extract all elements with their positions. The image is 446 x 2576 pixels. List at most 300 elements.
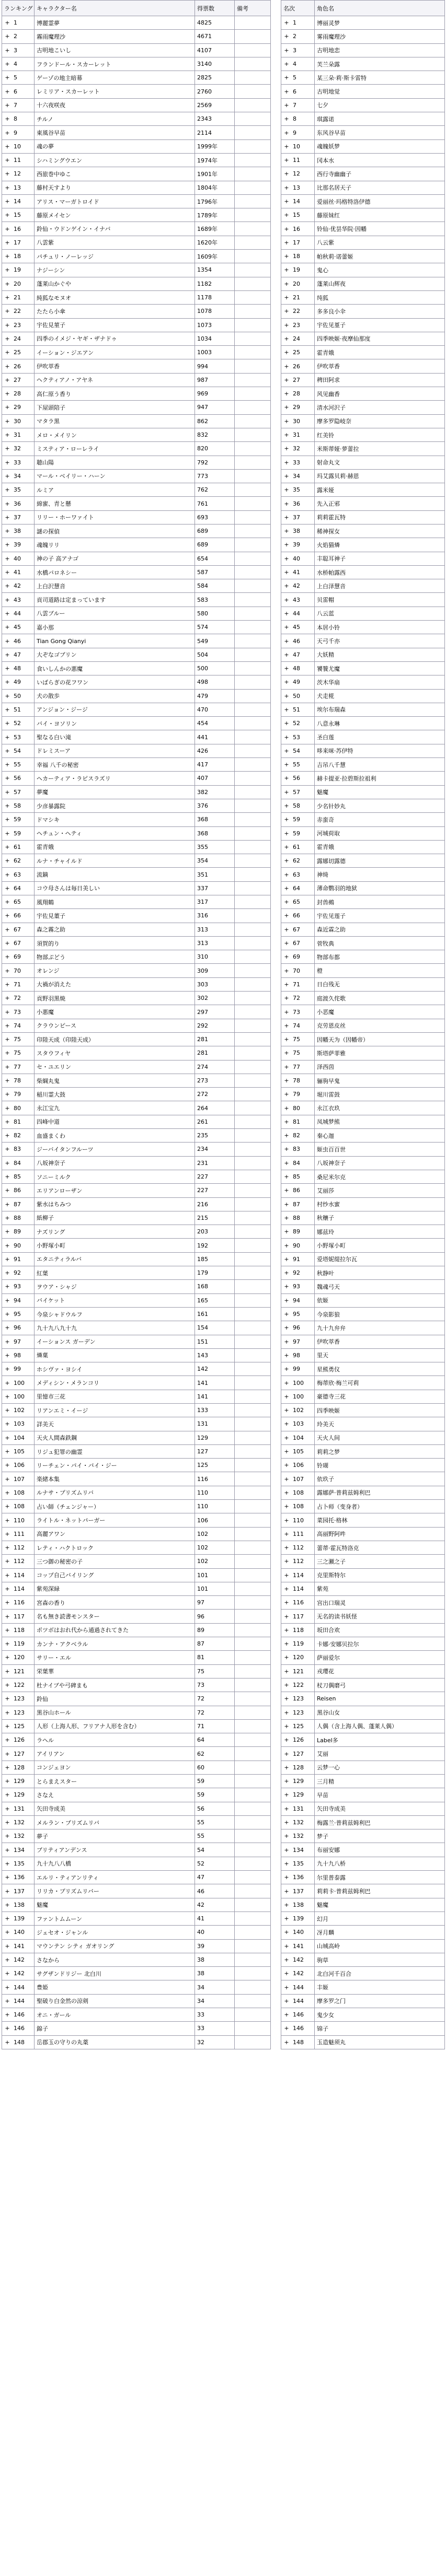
- rank-number: 33: [293, 459, 300, 466]
- note: [235, 964, 271, 977]
- vote-count: 110: [195, 1486, 235, 1499]
- trend-icon: +: [284, 1668, 289, 1675]
- rank-number: 12: [14, 170, 21, 178]
- ranking-table-japanese: [2, 0, 271, 2049]
- rank-number: 70: [14, 967, 21, 974]
- table-row: [2, 510, 271, 524]
- table-row: [2, 1555, 271, 1568]
- trend-icon: +: [5, 912, 10, 919]
- trend-icon: +: [5, 940, 10, 947]
- table-row: [281, 1884, 445, 1898]
- character-name: 占い師（チェンジャー）: [35, 1500, 195, 1513]
- character-name: 杜ナイブや弓碑まも: [35, 1678, 195, 1692]
- character-name: 早苗: [315, 1788, 445, 1802]
- table-row: [281, 565, 445, 579]
- rank-number: 132: [14, 1819, 25, 1826]
- rank-cell: [2, 2022, 35, 2035]
- table-row: [281, 1980, 445, 1994]
- trend-icon: +: [5, 1489, 10, 1496]
- table-row: [281, 236, 445, 249]
- trend-icon: +: [5, 1338, 10, 1345]
- table-row: [281, 1060, 445, 1074]
- character-name: 小悪魔: [35, 1005, 195, 1019]
- rank-cell: [2, 112, 35, 126]
- character-name: 菜园托·格林: [315, 1513, 445, 1527]
- note: [235, 1143, 271, 1156]
- vote-count: 1073: [195, 318, 235, 332]
- character-name: 蓬莱山辉夜: [315, 277, 445, 290]
- note: [235, 1775, 271, 1788]
- character-name: エルリ・ティアンリティ: [35, 1871, 195, 1884]
- rank-cell: [2, 1211, 35, 1225]
- rank-number: 126: [14, 1736, 25, 1744]
- rank-number: 106: [14, 1462, 25, 1469]
- character-name: 水桥帕露西: [315, 565, 445, 579]
- rank-cell: [2, 1733, 35, 1747]
- table-row: [281, 1898, 445, 1911]
- rank-number: 127: [14, 1750, 25, 1757]
- trend-icon: +: [284, 1558, 289, 1565]
- note: [235, 1225, 271, 1239]
- table-row: [2, 1706, 271, 1719]
- trend-icon: +: [5, 843, 10, 850]
- rank-number: 92: [293, 1269, 300, 1277]
- rank-number: 57: [14, 788, 21, 796]
- rank-cell: [281, 1541, 315, 1554]
- vote-count: 426: [195, 744, 235, 757]
- trend-icon: +: [284, 692, 289, 700]
- trend-icon: +: [284, 912, 289, 919]
- character-name: さなから: [35, 1953, 195, 1966]
- note: [235, 510, 271, 524]
- rank-cell: [281, 1019, 315, 1032]
- trend-icon: +: [284, 1599, 289, 1606]
- rank-number: 129: [14, 1791, 25, 1799]
- note: [235, 1692, 271, 1706]
- trend-icon: +: [5, 1187, 10, 1194]
- character-name: 魅魔: [315, 1898, 445, 1911]
- table-row: [281, 1417, 445, 1431]
- character-name: 黑谷山女: [315, 1706, 445, 1719]
- rank-number: 69: [14, 953, 21, 961]
- rank-cell: [2, 414, 35, 428]
- rank-cell: [2, 1019, 35, 1032]
- table-row: [2, 1472, 271, 1486]
- rank-cell: [281, 139, 315, 153]
- trend-icon: +: [5, 1640, 10, 1648]
- rank-number: 61: [293, 843, 300, 850]
- trend-icon: +: [5, 610, 10, 617]
- table-row: [281, 469, 445, 483]
- rank-number: 41: [14, 569, 21, 576]
- rank-number: 123: [293, 1695, 304, 1703]
- rank-number: 110: [293, 1517, 304, 1524]
- rank-cell: [2, 1541, 35, 1554]
- trend-icon: +: [284, 1750, 289, 1757]
- rank-number: 87: [293, 1200, 300, 1208]
- rank-cell: [2, 57, 35, 71]
- trend-icon: +: [5, 1091, 10, 1098]
- character-name: ヲウア・シャジ: [35, 1280, 195, 1293]
- rank-number: 25: [14, 349, 21, 356]
- table-row: [281, 1486, 445, 1499]
- character-name: 布丽安娜: [315, 1843, 445, 1857]
- rank-cell: [281, 868, 315, 881]
- rank-cell: [281, 923, 315, 936]
- character-name: 黒谷山ホール: [35, 1706, 195, 1719]
- table-row: [2, 1568, 271, 1582]
- rank-number: 50: [293, 692, 300, 700]
- rank-number: 89: [293, 1228, 300, 1235]
- character-name: 食いしんかの悪魔: [35, 661, 195, 675]
- vote-count: 110: [195, 1500, 235, 1513]
- note: [235, 1005, 271, 1019]
- character-name: マウンテン シティ ガオリング: [35, 1939, 195, 1953]
- vote-count: 4107: [195, 43, 235, 57]
- rank-cell: [281, 840, 315, 854]
- character-name: 小野塚小町: [35, 1239, 195, 1252]
- table-row: [281, 401, 445, 414]
- table-row: [2, 1088, 271, 1101]
- table-row: [281, 730, 445, 744]
- character-name: バイケット: [35, 1293, 195, 1307]
- rank-cell: [2, 977, 35, 991]
- ranking-table-chinese: [281, 0, 445, 2049]
- trend-icon: +: [5, 1654, 10, 1661]
- note: [235, 552, 271, 565]
- trend-icon: +: [284, 1462, 289, 1469]
- note: [235, 881, 271, 895]
- character-name: 米斯蒂娅·萝蕾拉: [315, 442, 445, 456]
- character-name: 大ぞなゴブリン: [35, 648, 195, 661]
- character-name: 杖刀偶磨弓: [315, 1678, 445, 1692]
- character-name: 詳美天: [35, 1417, 195, 1431]
- trend-icon: +: [284, 1146, 289, 1153]
- note: [235, 1980, 271, 1994]
- vote-count: 792: [195, 456, 235, 469]
- trend-icon: +: [5, 555, 10, 562]
- trend-icon: +: [284, 74, 289, 81]
- vote-count: 454: [195, 717, 235, 730]
- table-row: [281, 1843, 445, 1857]
- character-name: 鈴仙・ウドンゲイン・イナバ: [35, 222, 195, 236]
- character-name: エタニティラルバ: [35, 1252, 195, 1266]
- trend-icon: +: [284, 733, 289, 741]
- trend-icon: +: [5, 129, 10, 136]
- rank-cell: [281, 43, 315, 57]
- rank-number: 75: [293, 1050, 300, 1057]
- trend-icon: +: [5, 582, 10, 590]
- rank-cell: [281, 16, 315, 30]
- rank-cell: [2, 799, 35, 812]
- trend-icon: +: [284, 541, 289, 549]
- table-row: [281, 1953, 445, 1966]
- rank-number: 11: [14, 157, 21, 164]
- rank-number: 112: [293, 1544, 304, 1552]
- rank-number: 125: [14, 1722, 25, 1730]
- character-name: レティ・ハクトロック: [35, 1541, 195, 1554]
- trend-icon: +: [284, 651, 289, 658]
- rank-cell: [2, 126, 35, 139]
- rank-cell: [2, 565, 35, 579]
- character-name: 西旅巻中ゆこ: [35, 167, 195, 181]
- trend-icon: +: [284, 1571, 289, 1579]
- rank-number: 79: [293, 1091, 300, 1098]
- rank-cell: [281, 950, 315, 964]
- rank-cell: [281, 1568, 315, 1582]
- rank-cell: [281, 689, 315, 703]
- table-row: [2, 593, 271, 607]
- rank-number: 4: [14, 61, 17, 68]
- table-row: [281, 428, 445, 441]
- rank-number: 19: [293, 266, 300, 274]
- note: [235, 318, 271, 332]
- table-row: [281, 1582, 445, 1595]
- vote-count: 54: [195, 1843, 235, 1857]
- table-row: [2, 689, 271, 703]
- character-name: 多多良小伞: [315, 305, 445, 318]
- rank-number: 26: [293, 363, 300, 370]
- table-row: [2, 305, 271, 318]
- character-name: ホシヴァ・ヨシイ: [35, 1362, 195, 1376]
- note: [235, 785, 271, 799]
- trend-icon: +: [284, 1791, 289, 1799]
- character-name: Reisen: [315, 1692, 445, 1706]
- rank-number: 87: [14, 1200, 21, 1208]
- rank-number: 31: [293, 432, 300, 439]
- rank-cell: [281, 194, 315, 208]
- character-name: 高麗アワン: [35, 1527, 195, 1541]
- trend-icon: +: [5, 596, 10, 603]
- character-name: 燐菓: [35, 1348, 195, 1362]
- note: [235, 923, 271, 936]
- rank-number: 100: [14, 1379, 25, 1386]
- table-row: [2, 346, 271, 359]
- rank-cell: [281, 1967, 315, 1980]
- vote-count: 417: [195, 758, 235, 772]
- rank-cell: [281, 1376, 315, 1390]
- table-row: [281, 1211, 445, 1225]
- note: [235, 813, 271, 826]
- character-name: 蓬莱山かぐや: [35, 277, 195, 290]
- trend-icon: +: [5, 266, 10, 274]
- character-name: 八云蓝: [315, 607, 445, 620]
- trend-icon: +: [5, 500, 10, 507]
- rank-number: 88: [14, 1214, 21, 1221]
- trend-icon: +: [5, 1626, 10, 1634]
- rank-number: 69: [293, 953, 300, 961]
- trend-icon: +: [5, 308, 10, 315]
- trend-icon: +: [5, 1118, 10, 1125]
- character-name: 流鏑: [35, 868, 195, 881]
- trend-icon: +: [284, 225, 289, 232]
- rank-cell: [281, 799, 315, 812]
- table-row: [281, 1197, 445, 1211]
- rank-number: 144: [14, 1984, 25, 1991]
- character-name: 艾丽: [315, 1747, 445, 1761]
- trend-icon: +: [5, 1517, 10, 1524]
- rank-number: 116: [14, 1599, 25, 1606]
- trend-icon: +: [284, 1091, 289, 1098]
- rank-cell: [2, 1129, 35, 1143]
- rank-cell: [281, 881, 315, 895]
- table-row: [281, 1019, 445, 1032]
- rank-cell: [2, 730, 35, 744]
- rank-number: 100: [293, 1393, 304, 1400]
- rank-cell: [281, 30, 315, 43]
- rank-cell: [281, 497, 315, 510]
- character-name: 云梦一心: [315, 1761, 445, 1774]
- trend-icon: +: [284, 747, 289, 754]
- trend-icon: +: [284, 1613, 289, 1620]
- rank-cell: [281, 1403, 315, 1417]
- rank-cell: [2, 607, 35, 620]
- note: [235, 194, 271, 208]
- rank-cell: [2, 1802, 35, 1815]
- trend-icon: +: [5, 1420, 10, 1428]
- trend-icon: +: [5, 1695, 10, 1703]
- note: [235, 854, 271, 868]
- vote-count: 4671: [195, 30, 235, 43]
- note: [235, 401, 271, 414]
- header-rank: 名次: [281, 1, 315, 16]
- rank-cell: [2, 1843, 35, 1857]
- trend-icon: +: [5, 1750, 10, 1757]
- trend-icon: +: [5, 1324, 10, 1332]
- trend-icon: +: [284, 500, 289, 507]
- rank-number: 62: [293, 857, 300, 865]
- rank-cell: [2, 909, 35, 923]
- character-name: 物部ぷどう: [35, 950, 195, 964]
- table-row: [281, 1857, 445, 1870]
- table-row: [2, 992, 271, 1005]
- rank-number: 55: [14, 761, 21, 768]
- note: [235, 236, 271, 249]
- vote-count: 102: [195, 1555, 235, 1568]
- table-row: [2, 1431, 271, 1444]
- rank-number: 5: [14, 74, 17, 81]
- trend-icon: +: [5, 88, 10, 95]
- rank-cell: [281, 1815, 315, 1829]
- rank-number: 51: [293, 706, 300, 713]
- header-character-name: キャラクター名: [35, 1, 195, 16]
- table-row: [2, 497, 271, 510]
- rank-cell: [2, 1967, 35, 1980]
- rank-number: 72: [293, 995, 300, 1002]
- note: [235, 1472, 271, 1486]
- rank-number: 6: [293, 88, 296, 95]
- character-name: 聴山陽: [35, 456, 195, 469]
- rank-cell: [281, 1101, 315, 1115]
- character-name: 古明地觉: [315, 85, 445, 98]
- rank-number: 67: [14, 940, 21, 947]
- character-name: 姬虫百百世: [315, 1143, 445, 1156]
- table-row: [281, 1101, 445, 1115]
- table-row: [2, 1610, 271, 1623]
- trend-icon: +: [5, 761, 10, 768]
- rank-cell: [281, 648, 315, 661]
- table-row: [281, 250, 445, 263]
- table-row: [2, 1953, 271, 1966]
- table-row: [2, 1761, 271, 1774]
- trend-icon: +: [5, 1146, 10, 1153]
- vote-count: 994: [195, 359, 235, 373]
- rank-number: 26: [14, 363, 21, 370]
- character-name: 純狐なモヌオ: [35, 290, 195, 304]
- rank-number: 24: [14, 335, 21, 342]
- rank-cell: [281, 510, 315, 524]
- note: [235, 1678, 271, 1692]
- rank-cell: [281, 1527, 315, 1541]
- table-row: [2, 758, 271, 772]
- rank-cell: [281, 1926, 315, 1939]
- note: [235, 1403, 271, 1417]
- trend-icon: +: [284, 1255, 289, 1263]
- rank-cell: [2, 442, 35, 456]
- table-row: [281, 263, 445, 277]
- trend-icon: +: [5, 225, 10, 232]
- table-row: [281, 923, 445, 936]
- trend-icon: +: [5, 1791, 10, 1799]
- rank-number: 105: [14, 1448, 25, 1455]
- rank-cell: [2, 1926, 35, 1939]
- vote-count: 59: [195, 1775, 235, 1788]
- character-name: 古明地こいし: [35, 43, 195, 57]
- vote-count: 52: [195, 1857, 235, 1870]
- rank-number: 103: [293, 1420, 304, 1428]
- rank-cell: [281, 483, 315, 497]
- rank-cell: [2, 373, 35, 387]
- rank-number: 144: [293, 1997, 304, 2004]
- rank-number: 82: [293, 1132, 300, 1139]
- trend-icon: +: [284, 390, 289, 398]
- vote-count: 862: [195, 414, 235, 428]
- character-name: 血盛まくわ: [35, 1129, 195, 1143]
- character-name: カンナ・アクベラル: [35, 1637, 195, 1651]
- rank-cell: [281, 57, 315, 71]
- character-name: 艾丽莎: [315, 1184, 445, 1197]
- character-name: 神绮: [315, 868, 445, 881]
- table-row: [281, 1225, 445, 1239]
- character-name: 泽西茵: [315, 1060, 445, 1074]
- table-row: [2, 1843, 271, 1857]
- note: [235, 1733, 271, 1747]
- rank-cell: [2, 689, 35, 703]
- character-name: 八雲ブルー: [35, 607, 195, 620]
- character-name: 謎の探偵: [35, 524, 195, 538]
- character-name: 少名针妙丸: [315, 799, 445, 812]
- rank-cell: [2, 634, 35, 648]
- vote-count: 33: [195, 2008, 235, 2022]
- rank-number: 31: [14, 432, 21, 439]
- table-row: [2, 1459, 271, 1472]
- table-row: [2, 895, 271, 909]
- note: [235, 263, 271, 277]
- rank-cell: [281, 1170, 315, 1183]
- character-name: 七夕: [315, 98, 445, 112]
- trend-icon: +: [284, 212, 289, 219]
- vote-count: 773: [195, 469, 235, 483]
- table-row: [281, 1500, 445, 1513]
- trend-icon: +: [5, 1008, 10, 1016]
- vote-count: 143: [195, 1348, 235, 1362]
- note: [235, 758, 271, 772]
- rank-number: 116: [293, 1599, 304, 1606]
- vote-count: 1003: [195, 346, 235, 359]
- trend-icon: +: [5, 1200, 10, 1208]
- table-row: [281, 1513, 445, 1527]
- character-name: 矢田寺成美: [35, 1802, 195, 1815]
